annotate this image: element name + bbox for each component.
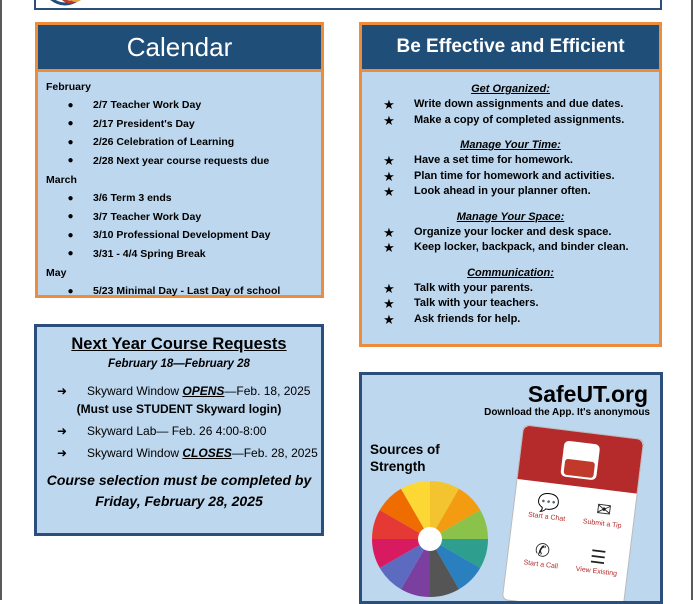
calendar-event — [44, 133, 315, 152]
app-header — [518, 425, 644, 493]
bullet-icon: ● — [67, 99, 74, 111]
star-icon: ★ — [383, 224, 395, 240]
calendar-event-text: 5/23 Minimal Day - Last Day of school — [93, 285, 281, 298]
star-icon: ★ — [383, 296, 395, 311]
calendar-event — [44, 226, 315, 245]
tip-text: Keep locker, backpack, and binder clean. — [414, 241, 629, 253]
effective-title: Be Effective and Efficient — [362, 25, 659, 72]
tip-section-heading: Manage Your Space: — [456, 210, 565, 223]
skyward-lab-text: Skyward Lab— Feb. 26 4:00-8:00 — [87, 424, 267, 438]
tip-item — [362, 240, 659, 256]
effective-list — [362, 72, 659, 327]
window-opens-row — [37, 384, 321, 398]
sources-of-strength-label: Sources of Strength — [370, 442, 440, 474]
bullet-icon: ● — [67, 118, 74, 130]
calendar-event-text: 3/7 Teacher Work Day — [93, 210, 202, 223]
tip-text: Plan time for homework and activities. — [414, 169, 615, 182]
star-icon: ★ — [383, 112, 395, 128]
calendar-event — [44, 189, 315, 208]
calendar-event — [44, 282, 315, 301]
list-icon: ☰ — [588, 546, 608, 569]
sources-of-strength-wheel — [370, 479, 490, 599]
calendar-title: Calendar — [38, 25, 321, 72]
bullet-icon: ● — [67, 192, 74, 204]
login-note: (Must use STUDENT Skyward login) — [76, 402, 282, 416]
tip-section-heading: Communication: — [467, 266, 554, 279]
tip-section-heading: Manage Your Time: — [460, 139, 561, 151]
section-gap — [362, 256, 659, 262]
section-gap — [362, 128, 659, 134]
tip-text: Look ahead in your planner often. — [414, 185, 591, 197]
school-logo — [40, 0, 130, 8]
calendar-month-heading: March — [46, 174, 77, 186]
bullet-icon: ● — [67, 155, 74, 167]
calendar-month-heading: February — [46, 81, 91, 93]
tip-item — [362, 97, 659, 113]
star-icon: ★ — [383, 280, 395, 296]
page-border-left — [0, 0, 2, 600]
start-chat-label: Start a Chat — [527, 511, 566, 524]
tip-section-heading: Get Organized: — [471, 83, 550, 95]
calendar-list — [38, 72, 321, 301]
calendar-event-text: 2/28 Next year course requests due — [93, 154, 270, 167]
window-closes-label: CLOSES — [182, 446, 232, 460]
view-existing-item — [569, 544, 627, 578]
tip-text: Write down assignments and due dates. — [414, 98, 624, 110]
tip-item — [362, 113, 659, 129]
calendar-panel — [35, 22, 324, 298]
calendar-event — [44, 115, 315, 134]
submit-tip-label: Submit a Tip — [582, 518, 622, 530]
tip-item — [362, 281, 659, 297]
window-closes-row — [37, 446, 321, 460]
tip-item — [362, 153, 659, 169]
calendar-event-text: 2/26 Celebration of Learning — [93, 136, 235, 149]
bullet-icon: ● — [67, 248, 74, 260]
section-gap — [362, 200, 659, 206]
tip-text: Ask friends for help. — [414, 312, 521, 325]
star-icon: ★ — [383, 97, 395, 112]
tip-text: Have a set time for homework. — [414, 154, 573, 166]
start-call-item — [513, 537, 571, 571]
window-opens-date: —Feb. 18, 2025 — [224, 384, 311, 398]
calendar-event — [44, 152, 315, 171]
window-closes-date: —Feb. 28, 2025 — [231, 446, 318, 460]
safeut-panel — [359, 372, 663, 604]
tip-text: Organize your locker and desk space. — [414, 225, 612, 238]
calendar-event-text: 3/31 - 4/4 Spring Break — [93, 247, 206, 260]
start-call-label: Start a Call — [523, 559, 559, 571]
calendar-event — [44, 96, 315, 115]
bullet-icon: ● — [67, 211, 74, 223]
tip-text: Talk with your teachers. — [414, 297, 539, 309]
star-icon: ★ — [383, 168, 395, 184]
tip-item — [362, 312, 659, 328]
safeut-tagline: Download the App. It's anonymous — [484, 407, 650, 418]
star-icon: ★ — [383, 311, 395, 327]
star-icon: ★ — [383, 184, 395, 199]
tip-item — [362, 169, 659, 185]
tip-item — [362, 296, 659, 312]
window-opens-prefix: Skyward Window — [87, 384, 183, 398]
calendar-event-text: 3/10 Professional Development Day — [93, 229, 271, 242]
course-requests-panel — [34, 324, 324, 536]
star-icon: ★ — [383, 153, 395, 168]
calendar-month-heading: May — [46, 267, 67, 279]
chat-icon: 💬 — [535, 491, 561, 515]
submit-tip-item — [574, 496, 632, 530]
deadline-line-1: Course selection must be completed by — [46, 472, 312, 488]
tip-text: Make a copy of completed assignments. — [414, 113, 625, 126]
deadline-line-2: Friday, February 28, 2025 — [95, 493, 263, 509]
envelope-icon: ✉ — [595, 498, 613, 521]
course-requests-title: Next Year Course Requests — [71, 335, 287, 353]
window-opens-label: OPENS — [182, 384, 225, 398]
star-icon: ★ — [383, 240, 395, 255]
tip-item — [362, 225, 659, 241]
effective-panel — [359, 22, 662, 347]
window-closes-prefix: Skyward Window — [87, 446, 183, 460]
course-requests-dates: February 18—February 28 — [108, 358, 250, 370]
arrow-icon: ➜ — [56, 424, 68, 438]
completion-deadline — [37, 470, 321, 512]
arrow-icon: ➜ — [56, 384, 68, 398]
start-chat-item — [519, 490, 577, 524]
view-existing-label: View Existing — [575, 565, 618, 578]
arrow-icon: ➜ — [56, 446, 68, 460]
phone-icon: ✆ — [533, 539, 552, 562]
calendar-event — [44, 208, 315, 227]
calendar-event-text: 3/6 Term 3 ends — [93, 192, 172, 205]
safeut-logo — [558, 438, 603, 483]
bullet-icon: ● — [67, 285, 74, 297]
bullet-icon: ● — [67, 229, 74, 241]
tip-text: Talk with your parents. — [414, 281, 533, 294]
safeut-title: SafeUT.org — [527, 381, 648, 407]
skyward-lab-row — [37, 424, 321, 438]
safeut-app-image — [502, 424, 645, 604]
calendar-event — [44, 245, 315, 264]
tip-item — [362, 184, 659, 200]
bullet-icon: ● — [67, 136, 74, 148]
calendar-event-text: 2/7 Teacher Work Day — [93, 99, 202, 112]
calendar-event-text: 2/17 President's Day — [93, 117, 195, 130]
